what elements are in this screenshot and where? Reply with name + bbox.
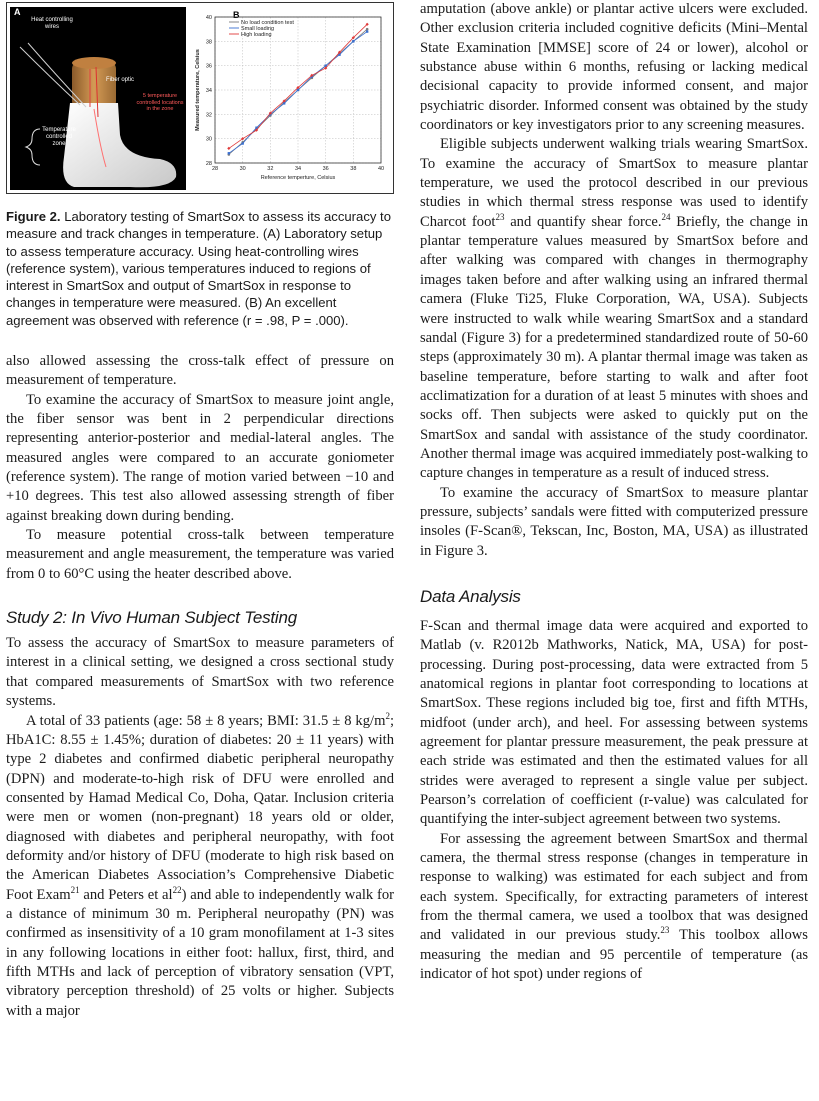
figure-2 <box>6 2 394 194</box>
caption-label: Figure 2. <box>6 209 61 224</box>
paragraph: also allowed assessing the cross-talk effect of pressure on measurement of temperature. <box>6 353 394 389</box>
x-tick-label: 30 <box>239 166 246 172</box>
paragraph: Eligible subjects underwent walking trials wearing SmartSox. To examine the accuracy of SmartSox to measure plantar temperature, we used the protocol described in our previous studies in which thermal stress response was used to identify Charcot foot$^{23}$ and quantify shear force.$^{24}$ Briefly, the change in plantar temperature values measured by SmartSox before and after walking was compared with changes in thermography images taken before and after walking using an infrared thermal camera (Fluke Ti25, Fluke Corporation, WA, USA). Subjects were instructed to walk while wearing SmartSox and a standard sandal (Figure 3) for a predetermined standardized route of 50-60 steps (approximately 30 m). A plantar thermal image was taken as baseline temperature, before starting to walk and after foot acclimatization for a duration of at least 5 minutes with shoes and socks off. Then subjects were asked to quickly put on the SmartSox and sandal with assistance of the study coordinator. Another thermal image was acquired immediately post-walking to capture changes in temperature as a result of induced stress. <box>420 136 808 482</box>
section-heading: Study 2: In Vivo Human Subject Testing <box>6 608 298 628</box>
right-column <box>420 0 808 985</box>
figure-caption <box>6 208 394 329</box>
x-axis-label: Reference temperture, Celsius <box>260 175 336 181</box>
y-tick-label: 36 <box>205 63 212 70</box>
legend-label: High loading <box>241 32 272 38</box>
data-point <box>228 152 230 154</box>
temp-zone-label: Temperature controlled zone <box>42 127 76 147</box>
section-heading: Data Analysis <box>420 586 521 606</box>
y-tick-label: 38 <box>205 39 212 46</box>
x-tick-label: 38 <box>350 166 357 172</box>
data-point <box>366 28 369 31</box>
heat-wires-label: Heat controlling wires <box>31 17 73 30</box>
paragraph: To measure potential cross-talk between temperature measurement and angle measurement, the temperature was varied from 0 to 60°C using the heater described above. <box>6 527 394 582</box>
x-tick-label: 36 <box>322 166 329 172</box>
lab-setup-photo <box>10 7 186 190</box>
paragraph: To examine the accuracy of SmartSox to measure plantar pressure, subjects’ sandals were fitted with computerized pressure insoles (F-Scan®, Tekscan, Inc, Boston, MA, USA) as illustrated in Figure 3. <box>420 484 808 559</box>
y-tick-label: 40 <box>205 15 212 21</box>
panel-a-label: A <box>14 7 21 17</box>
paragraph: For assessing the agreement between SmartSox and thermal camera, the thermal stress response (changes in temperature in response to walking) was estimated for each subject and from each system. Specifically, for extracting parameters of interest from the thermal camera, we used a toolbox that was designed and validated in our previous study.$^{23}$ This toolbox allows measuring the median and 95 percentile of temperature (as indicator of hot spot) under regions of <box>420 830 808 983</box>
paragraph: To examine the accuracy of SmartSox to measure joint angle, the fiber sensor was bent in 2 perpendicular directions representing anterior-posterior and medial-lateral angles. The measured angles were compared to an accurate goniometer (reference system). The range of motion varied between −10 and +10 degrees. This test also allowed assessing strength of fiber against breaking down during bending. <box>6 391 394 524</box>
temp-locations-label: 5 temperature controlled locations in the zone <box>136 93 184 112</box>
left-column <box>6 352 394 1021</box>
legend-label: No load condition test <box>241 20 294 26</box>
paragraph: F-Scan and thermal image data were acquired and exported to Matlab (v. R2012b Mathworks, Natick, MA, USA) for post-processing. During post-processing, data were extracted from 5 anatomical regions in plantar foot corresponding to locations at SmartSox. These regions included big toe, first and fifth MTHs, midfoot (under arch), and heel. For assessing between systems agreement for plantar pressure measurement, the peak pressure at each stride was estimated and then the estimated values for all strides were averaged to represent a single value per subject. Pearson’s correlation of coefficient (r-value) was calculated for quantifying the inter-subject agreement between two systems. <box>420 617 808 828</box>
temperature-chart <box>191 5 391 193</box>
paragraph: amputation (above ankle) or plantar active ulcers were excluded. Other exclusion criteria included cognitive deficits (Mini–Mental State Examination [MMSE] score of 24 or lower), alcohol or substance abuse within 6 months, refusing or lacking medical decisional capacity to provide informed consent, and major psychiatric disorder. Informed consent was obtained by the study coordinators or key investigators prior to any screening measures. <box>420 1 808 134</box>
paragraph: To assess the accuracy of SmartSox to measure parameters of interest in a clinical setting, we designed a cross sectional study that compared measurements of SmartSox with two reference systems. <box>6 635 394 710</box>
data-point <box>352 40 354 42</box>
y-axis-label: Measured temperature, Celsius <box>195 49 201 131</box>
caption-text: Laboratory testing of SmartSox to assess its accuracy to measure and track changes in temperature. (A) Laboratory setup to assess temperature accuracy. Using heat-controlling wires (reference system), various temperatures induced to regions of interest in SmartSox and output of SmartSox in response to changes in temperature were measured. (B) An excellent agreement was observed with reference (r = .98, P = .000). <box>6 209 391 328</box>
y-tick-label: 34 <box>205 88 212 94</box>
y-tick-label: 28 <box>205 161 212 167</box>
fiber-optic-label: Fiber optic <box>106 77 135 83</box>
x-tick-label: 40 <box>377 166 385 172</box>
panel-b-label: B <box>233 10 240 20</box>
y-tick-label: 30 <box>205 136 212 143</box>
y-tick-label: 32 <box>205 112 212 119</box>
data-point <box>366 30 368 32</box>
x-tick-label: 28 <box>211 166 219 172</box>
paragraph: A total of 33 patients (age: 58 ± 8 years; BMI: 31.5 ± 8 $kg/m^2$; HbA1C: 8.55 ± 1.45%; duration of diabetes: 20 ± 11 years) with type 2 diabetes and confirmed diabetic peripheral neuropathy (DPN) and moderate-to-high risk of DFU were enrolled and consented by Hamad Medical Co, Doha, Qatar. Inclusion criteria were men or women (non-pregnant) 18 years old or older, diagnosed with diabetes and peripheral neuropathy, with foot deformity and/or history of DFU (moderate to high risk based on the American Diabetes Association’s Comprehensive Diabetic Foot Exam$^{21}$ and Peters et $al^{22}$) and able to independently walk for a distance of minimum 30 m. Peripheral neuropathy (PN) was confirmed as insensitivity of a 10 gram monofilament at 1-3 sites in any following locations in either foot: hallux, first, third, and fifth MTHs and lack of perception of vibratory sensation (VPT, vibratory perception threshold) of 25 volts or higher. Subjects with a major <box>6 710 394 1019</box>
data-point <box>241 142 243 144</box>
legend-label: Small loading <box>241 26 275 32</box>
x-tick-label: 32 <box>267 166 274 172</box>
x-tick-label: 34 <box>294 166 302 172</box>
